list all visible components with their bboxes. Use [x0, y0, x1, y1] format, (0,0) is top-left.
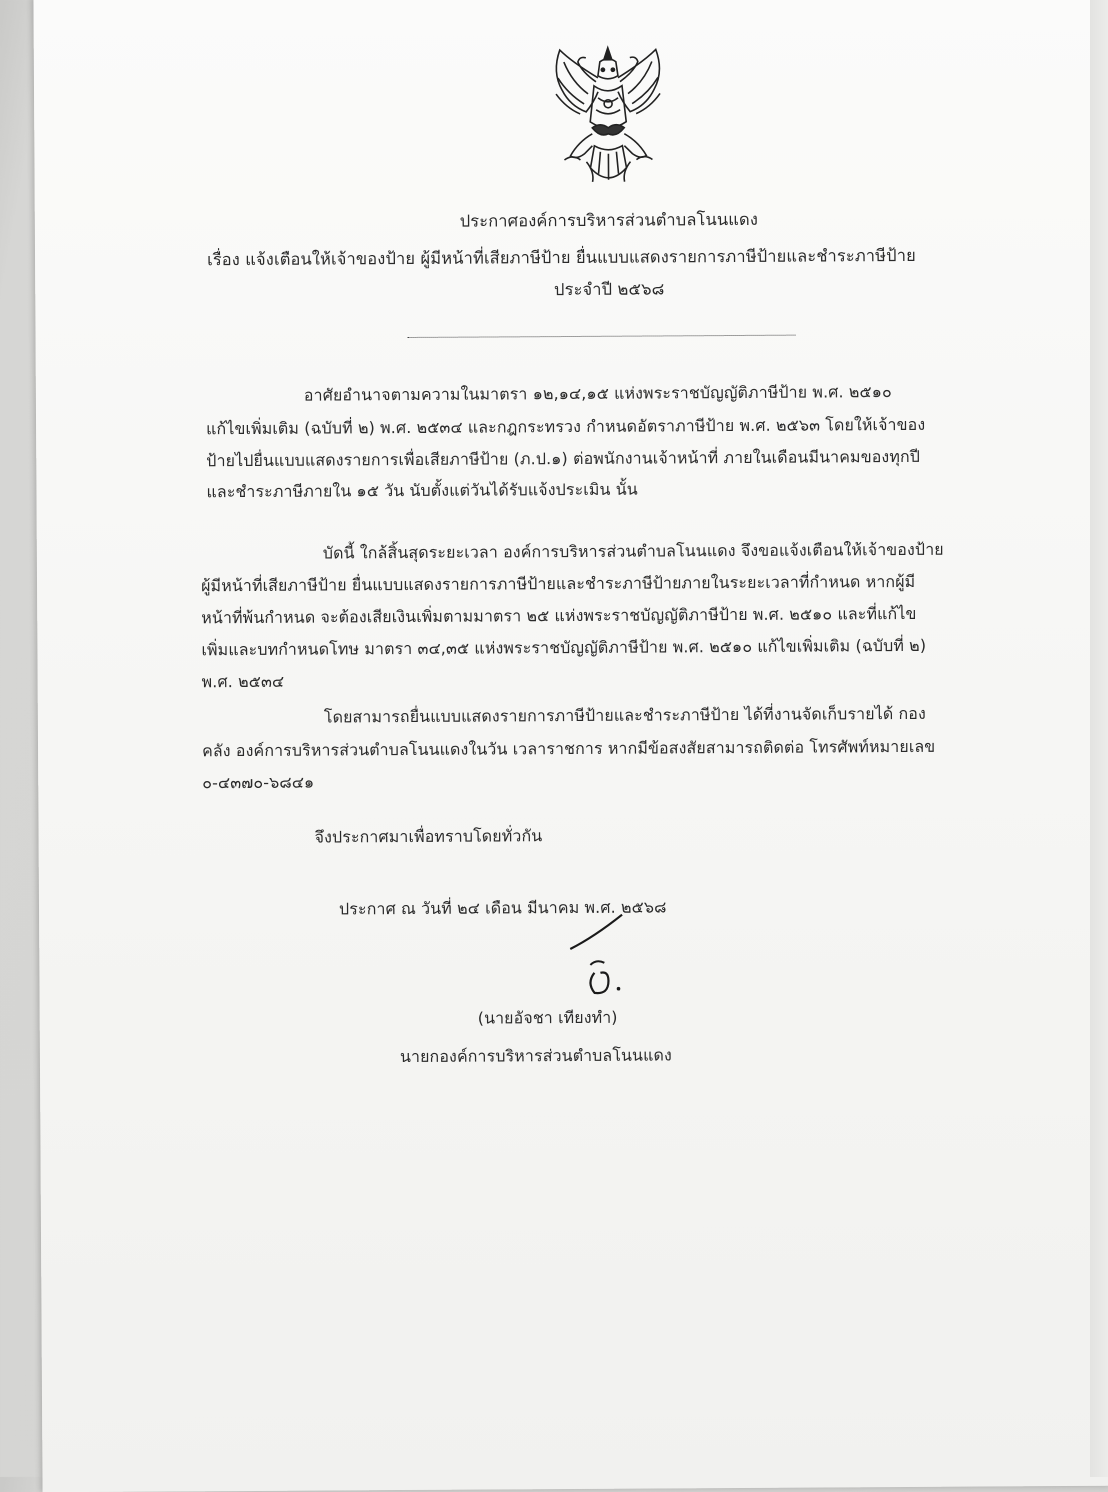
announcement-subject: เรื่อง แจ้งเตือนให้เจ้าของป้าย ผู้มีหน้าที่เสียภาษีป้าย ยื่นแบบแสดงรายการภาษีป้ายและชำระภาษีป้าย — [206, 245, 916, 270]
paragraph2-line: ผู้มีหน้าที่เสียภาษีป้าย ยื่นแบบแสดงรายการภาษีป้ายและชำระภาษีป้ายภายในระยะเวลาที่กำหนด หากผู้มี — [200, 571, 916, 596]
paragraph3-line: ๐-๔๓๗๐-๖๘๔๑ — [202, 772, 315, 793]
paragraph2-line: พ.ศ. ๒๕๓๔ — [201, 671, 285, 692]
paragraph2-line: หน้าที่พ้นกำหนด จะต้องเสียเงินเพิ่มตามมาตรา ๒๕ แห่งพระราชบัญญัติภาษีป้าย พ.ศ. ๒๕๑๐ และที่แก้ไข — [201, 603, 917, 628]
closing-statement: จึงประกาศมาเพื่อทราบโดยทั่วกัน — [314, 826, 543, 847]
divider-dotted — [408, 335, 796, 338]
announcement-date: ประกาศ ณ วันที่ ๒๔ เดือน มีนาคม พ.ศ. ๒๕๖๘ — [338, 897, 667, 919]
paragraph2-line: บัดนี้ ใกล้สิ้นสุดระยะเวลา องค์การบริหารส่วนตำบลโนนแดง จึงขอแจ้งเตือนให้เจ้าของป้าย — [322, 539, 944, 563]
background-edge — [1090, 0, 1108, 1477]
handwritten-signature — [564, 909, 645, 999]
signatory-title: นายกองค์การบริหารส่วนตำบลโนนแดง — [399, 1045, 672, 1067]
paragraph2-line: เพิ่มและบทกำหนดโทษ มาตรา ๓๔,๓๕ แห่งพระราชบัญญัติภาษีป้าย พ.ศ. ๒๕๑๐ แก้ไขเพิ่มเติม (ฉบับที่ ๒) — [201, 635, 927, 660]
paragraph1-line: อาศัยอำนาจตามความในมาตรา ๑๒,๑๔,๑๕ แห่งพระราชบัญญัติภาษีป้าย พ.ศ. ๒๕๑๐ — [303, 382, 892, 405]
announcement-year: ประจำปี ๒๕๖๘ — [553, 279, 665, 300]
announcement-org: ประกาศองค์การบริหารส่วนตำบลโนนแดง — [459, 209, 759, 231]
paragraph3-line: คลัง องค์การบริหารส่วนตำบลโนนแดงในวัน เวลาราชการ หากมีข้อสงสัยสามารถติดต่อ โทรศัพท์หมายเลข — [201, 736, 936, 761]
paragraph3-line: โดยสามารถยื่นแบบแสดงรายการภาษีป้ายและชำระภาษีป้าย ได้ที่งานจัดเก็บรายได้ กอง — [323, 703, 926, 727]
paragraph1-line: แก้ไขเพิ่มเติม (ฉบับที่ ๒) พ.ศ. ๒๕๓๔ และกฎกระทรวง กำหนดอัตราภาษีป้าย พ.ศ. ๒๕๖๓ โดยให้เจ้าของ — [206, 414, 926, 439]
paragraph1-line: ป้ายไปยื่นแบบแสดงรายการเพื่อเสียภาษีป้าย (ภ.ป.๑) ต่อพนักงานเจ้าหน้าที่ ภายในเดือนมีนาคมของทุกปี — [206, 446, 921, 471]
garuda-emblem-icon — [542, 41, 675, 192]
document-paper — [33, 0, 1108, 1492]
signatory-name: (นายอัจชา เทียงทำ) — [477, 1007, 618, 1028]
paragraph1-line: และชำระภาษีภายใน ๑๕ วัน นับตั้งแต่วันได้รับแจ้งประเมิน นั้น — [206, 479, 638, 502]
